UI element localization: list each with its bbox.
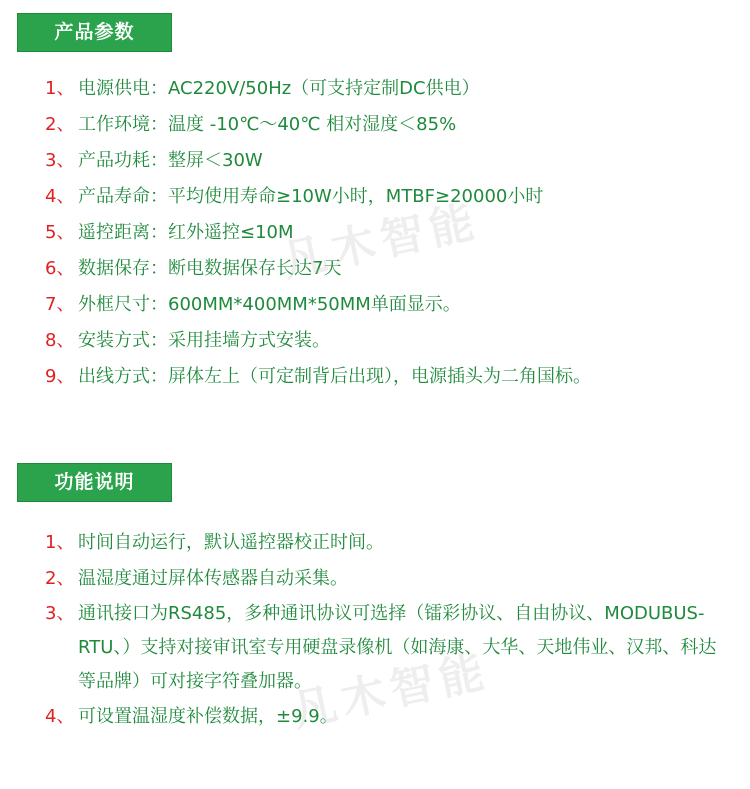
item-number: 3、 xyxy=(45,150,75,171)
list-item xyxy=(45,179,730,215)
item-text: 安装方式：采用挂墙方式安装。 xyxy=(78,330,330,351)
item-number: 2、 xyxy=(45,568,75,589)
item-number: 8、 xyxy=(45,330,75,351)
watermark: 凡木智能 xyxy=(277,195,485,288)
item-text: 通讯接口为RS485，多种通讯协议可选择（镭彩协议、自由协议、MODUBUS-RTU、）支持对接审讯室专用硬盘录像机（如海康、大华、天地伟业、汉邦、科达等品牌）可对接字符叠加器。 xyxy=(78,603,717,692)
item-number: 1、 xyxy=(45,78,75,99)
function-desc-list xyxy=(45,525,730,735)
item-number: 4、 xyxy=(45,706,75,727)
list-item xyxy=(45,107,730,143)
list-item xyxy=(45,323,730,359)
section-header-function-desc: 功能说明 xyxy=(17,463,172,502)
item-text: 产品功耗：整屏＜30W xyxy=(78,150,263,171)
item-number: 4、 xyxy=(45,186,75,207)
list-item xyxy=(45,525,730,561)
item-number: 1、 xyxy=(45,532,75,553)
item-text: 温湿度通过屏体传感器自动采集。 xyxy=(78,568,348,589)
list-item xyxy=(45,597,730,699)
item-number: 6、 xyxy=(45,258,75,279)
item-text: 数据保存：断电数据保存长达7天 xyxy=(78,258,342,279)
item-number: 3、 xyxy=(45,603,75,624)
item-number: 7、 xyxy=(45,294,75,315)
item-text: 外框尺寸：600MM*400MM*50MM单面显示。 xyxy=(78,294,461,315)
section-header-product-params: 产品参数 xyxy=(17,13,172,52)
list-item xyxy=(45,143,730,179)
item-text: 工作环境：温度 -10℃～40℃ 相对湿度＜85% xyxy=(78,114,457,135)
item-number: 2、 xyxy=(45,114,75,135)
list-item xyxy=(45,561,730,597)
list-item xyxy=(45,359,730,395)
list-item xyxy=(45,251,730,287)
list-item xyxy=(45,699,730,735)
watermark: 凡木智能 xyxy=(287,645,495,738)
item-text: 时间自动运行，默认遥控器校正时间。 xyxy=(78,532,384,553)
item-text: 产品寿命：平均使用寿命≥10W小时，MTBF≥20000小时 xyxy=(78,186,544,207)
item-number: 9、 xyxy=(45,366,75,387)
item-text: 遥控距离：红外遥控≤10M xyxy=(78,222,294,243)
item-text: 可设置温湿度补偿数据，±9.9。 xyxy=(78,706,338,727)
item-text: 出线方式：屏体左上（可定制背后出现），电源插头为二角国标。 xyxy=(78,366,591,387)
list-item xyxy=(45,71,730,107)
product-params-list xyxy=(45,71,730,395)
item-number: 5、 xyxy=(45,222,75,243)
list-item xyxy=(45,287,730,323)
item-text: 电源供电：AC220V/50Hz（可支持定制DC供电） xyxy=(78,78,480,99)
list-item xyxy=(45,215,730,251)
